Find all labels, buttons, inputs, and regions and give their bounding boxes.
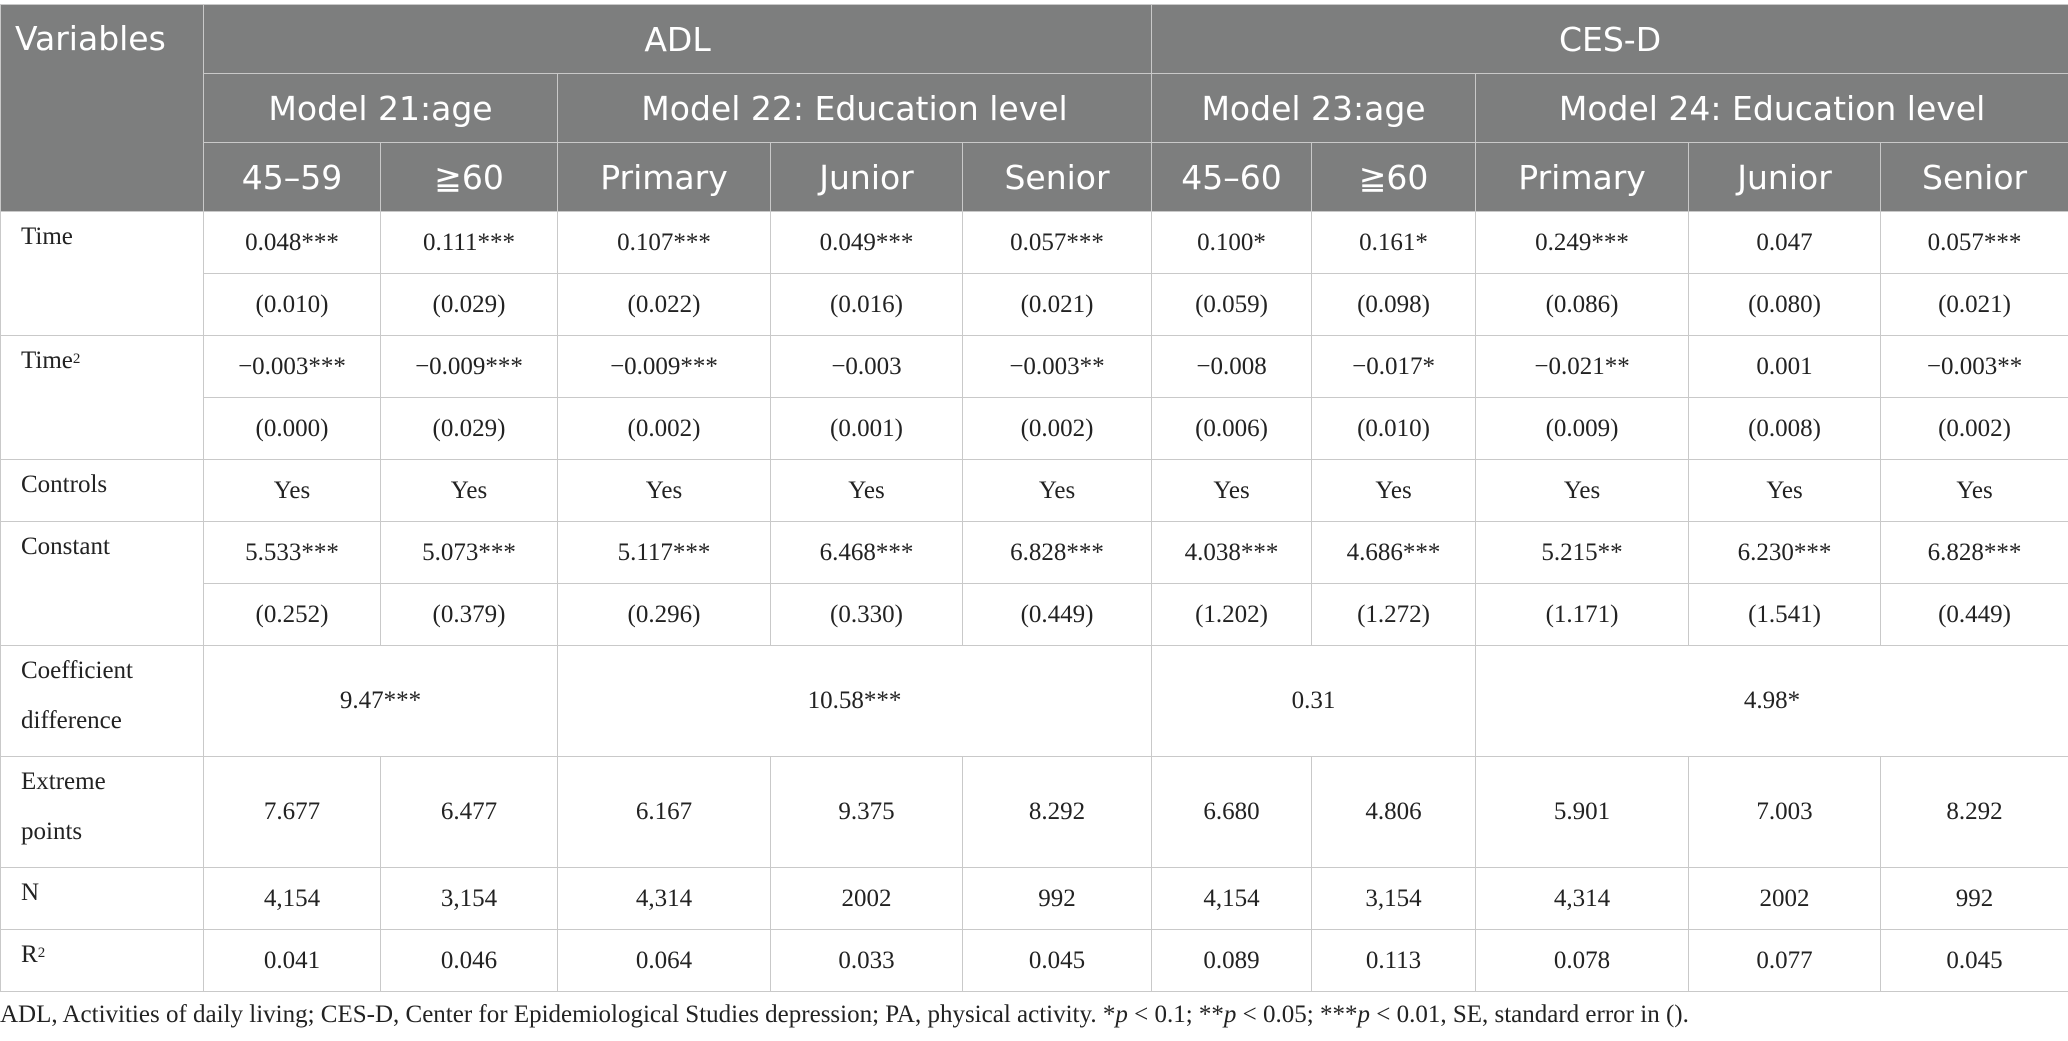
cell: 6.230***	[1689, 522, 1881, 584]
cell: 0.100*	[1152, 212, 1312, 274]
cell: 0.057***	[1881, 212, 2068, 274]
col-header: Primary	[558, 143, 771, 212]
cell: 4,154	[204, 868, 381, 930]
cell: 6.468***	[771, 522, 963, 584]
cell: 0.113	[1312, 930, 1476, 992]
row-constant-coef	[1, 522, 2068, 584]
col-header: 45–60	[1152, 143, 1312, 212]
col-header: Senior	[963, 143, 1152, 212]
cell: (0.059)	[1152, 274, 1312, 336]
cesd-header: CES-D	[1152, 5, 2068, 74]
footnote-italic: p	[1115, 1001, 1128, 1028]
cell: 3,154	[1312, 868, 1476, 930]
cell: 8.292	[963, 757, 1152, 868]
cell: 7.003	[1689, 757, 1881, 868]
cell: (0.449)	[1881, 584, 2068, 646]
row-label-time2	[1, 336, 204, 460]
footnote-text: < 0.05; ***	[1236, 1001, 1358, 1028]
cell: −0.003***	[204, 336, 381, 398]
cell: 2002	[771, 868, 963, 930]
cell: 0.047	[1689, 212, 1881, 274]
label-line: Extreme	[21, 768, 106, 795]
cell: −0.017*	[1312, 336, 1476, 398]
row-time2-se	[1, 398, 2068, 460]
cell: 0.107***	[558, 212, 771, 274]
cell: (0.086)	[1476, 274, 1689, 336]
cell: −0.003**	[1881, 336, 2068, 398]
cell: 0.045	[1881, 930, 2068, 992]
cell: (0.022)	[558, 274, 771, 336]
row-time-se	[1, 274, 2068, 336]
cell: 4.98*	[1476, 646, 2068, 757]
cell: −0.009***	[558, 336, 771, 398]
cell: 10.58***	[558, 646, 1152, 757]
cell: 7.677	[204, 757, 381, 868]
cell: 0.078	[1476, 930, 1689, 992]
cell: 2002	[1689, 868, 1881, 930]
cell: 0.064	[558, 930, 771, 992]
cell: (1.202)	[1152, 584, 1312, 646]
cell: −0.008	[1152, 336, 1312, 398]
cell: Yes	[1152, 460, 1312, 522]
cell: 992	[1881, 868, 2068, 930]
cell: 0.045	[963, 930, 1152, 992]
label-text: Time	[21, 347, 73, 374]
cell: (0.021)	[1881, 274, 2068, 336]
footnote-italic: p	[1223, 1001, 1237, 1028]
cell: 992	[963, 868, 1152, 930]
cell: −0.009***	[381, 336, 558, 398]
cell: (0.379)	[381, 584, 558, 646]
cell: 0.033	[771, 930, 963, 992]
cell: 5.533***	[204, 522, 381, 584]
cell: 0.049***	[771, 212, 963, 274]
cell: Yes	[1881, 460, 2068, 522]
cell: (0.296)	[558, 584, 771, 646]
row-label-r2	[1, 930, 204, 992]
col-header: Junior	[1689, 143, 1881, 212]
model-24-header: Model 24: Education level	[1476, 74, 2068, 143]
cell: 0.046	[381, 930, 558, 992]
cell: −0.003**	[963, 336, 1152, 398]
col-header: 45–59	[204, 143, 381, 212]
cell: (0.449)	[963, 584, 1152, 646]
cell: Yes	[204, 460, 381, 522]
cell: (0.010)	[1312, 398, 1476, 460]
row-controls	[1, 460, 2068, 522]
model-22-header: Model 22: Education level	[558, 74, 1152, 143]
cell: 0.057***	[963, 212, 1152, 274]
footnote-text: < 0.01, SE, standard error in ().	[1369, 1001, 1689, 1028]
cell: Yes	[771, 460, 963, 522]
row-time2-coef	[1, 336, 2068, 398]
cell: −0.021**	[1476, 336, 1689, 398]
row-r2	[1, 930, 2068, 992]
cell: (0.029)	[381, 398, 558, 460]
cell: (0.080)	[1689, 274, 1881, 336]
row-label-constant: Constant	[1, 522, 204, 646]
cell: 0.077	[1689, 930, 1881, 992]
cell: Yes	[1476, 460, 1689, 522]
cell: Yes	[1312, 460, 1476, 522]
cell: 6.167	[558, 757, 771, 868]
cell: Yes	[381, 460, 558, 522]
label-line: difference	[21, 707, 122, 734]
col-header: Junior	[771, 143, 963, 212]
cell: 4,314	[558, 868, 771, 930]
regression-table	[0, 4, 2068, 992]
table-footnote	[0, 1001, 2068, 1029]
cell: 6.828***	[963, 522, 1152, 584]
cell: 5.073***	[381, 522, 558, 584]
cell: Yes	[963, 460, 1152, 522]
cell: 5.901	[1476, 757, 1689, 868]
cell: 6.680	[1152, 757, 1312, 868]
cell: 0.31	[1152, 646, 1476, 757]
cell: (0.098)	[1312, 274, 1476, 336]
cell: (0.002)	[558, 398, 771, 460]
cell: 0.089	[1152, 930, 1312, 992]
cell: 5.117***	[558, 522, 771, 584]
row-n	[1, 868, 2068, 930]
cell: (0.021)	[963, 274, 1152, 336]
cell: (1.541)	[1689, 584, 1881, 646]
cell: (0.002)	[1881, 398, 2068, 460]
cell: Yes	[558, 460, 771, 522]
row-label-coefficient-difference	[1, 646, 204, 757]
row-time-coef	[1, 212, 2068, 274]
cell: 0.041	[204, 930, 381, 992]
cell: 4,314	[1476, 868, 1689, 930]
cell: 4.806	[1312, 757, 1476, 868]
label-line: Coefficient	[21, 657, 133, 684]
cell: 6.828***	[1881, 522, 2068, 584]
col-header: Senior	[1881, 143, 2068, 212]
cell: (0.016)	[771, 274, 963, 336]
col-header: ≧60	[1312, 143, 1476, 212]
cell: (0.006)	[1152, 398, 1312, 460]
cell: 4.038***	[1152, 522, 1312, 584]
row-extreme-points	[1, 757, 2068, 868]
cell: 0.048***	[204, 212, 381, 274]
row-label-controls: Controls	[1, 460, 204, 522]
cell: 4.686***	[1312, 522, 1476, 584]
cell: −0.003	[771, 336, 963, 398]
cell: Yes	[1689, 460, 1881, 522]
cell: 0.111***	[381, 212, 558, 274]
cell: 3,154	[381, 868, 558, 930]
cell: 9.375	[771, 757, 963, 868]
cell: (0.252)	[204, 584, 381, 646]
cell: (0.029)	[381, 274, 558, 336]
cell: (0.330)	[771, 584, 963, 646]
cell: (0.009)	[1476, 398, 1689, 460]
cell: 0.161*	[1312, 212, 1476, 274]
row-label-extreme-points	[1, 757, 204, 868]
cell: 9.47***	[204, 646, 558, 757]
cell: (0.010)	[204, 274, 381, 336]
col-header: Primary	[1476, 143, 1689, 212]
cell: 8.292	[1881, 757, 2068, 868]
cell: 4,154	[1152, 868, 1312, 930]
cell: (0.008)	[1689, 398, 1881, 460]
row-coefficient-difference	[1, 646, 2068, 757]
cell: 0.249***	[1476, 212, 1689, 274]
model-23-header: Model 23:age	[1152, 74, 1476, 143]
row-constant-se	[1, 584, 2068, 646]
model-21-header: Model 21:age	[204, 74, 558, 143]
row-label-n: N	[1, 868, 204, 930]
superscript: 2	[72, 351, 81, 367]
cell: (1.272)	[1312, 584, 1476, 646]
superscript: 2	[37, 945, 46, 961]
row-label-time: Time	[1, 212, 204, 336]
col-header: ≧60	[381, 143, 558, 212]
label-text: R	[21, 941, 38, 968]
cell: 0.001	[1689, 336, 1881, 398]
variables-header: Variables	[1, 5, 204, 212]
adl-header: ADL	[204, 5, 1152, 74]
cell: (0.002)	[963, 398, 1152, 460]
footnote-text: ADL, Activities of daily living; CES-D, Center for Epidemiological Studies depression; PA, physical activity. *	[0, 1001, 1116, 1028]
cell: (0.001)	[771, 398, 963, 460]
label-line: points	[21, 818, 83, 845]
cell: 5.215**	[1476, 522, 1689, 584]
cell: (0.000)	[204, 398, 381, 460]
footnote-text: < 0.1; **	[1127, 1001, 1224, 1028]
cell: (1.171)	[1476, 584, 1689, 646]
footnote-italic: p	[1357, 1001, 1370, 1028]
cell: 6.477	[381, 757, 558, 868]
